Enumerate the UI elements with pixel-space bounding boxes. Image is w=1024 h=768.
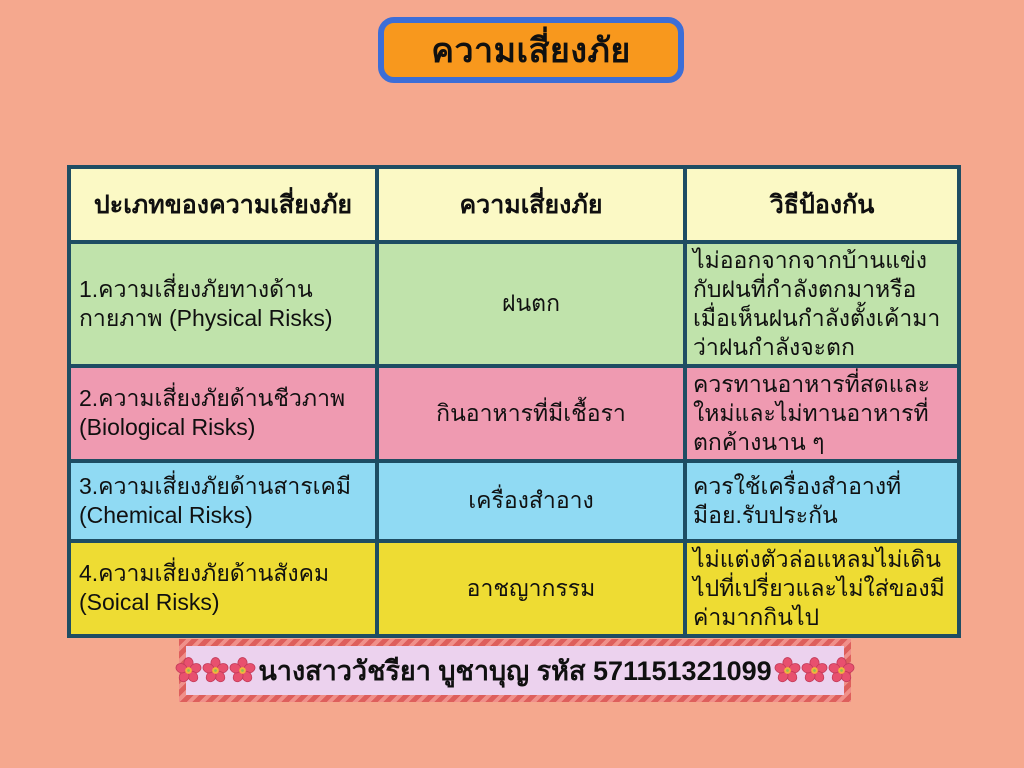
cell-risk-type: 1.ความเสี่ยงภัยทางด้านกายภาพ (Physical Risks) bbox=[69, 242, 377, 366]
risk-table bbox=[67, 165, 961, 638]
hibiscus-flowers-left bbox=[175, 657, 256, 684]
cell-prevention: ควรใช้เครื่องสำอางที่มีอย.รับ​ประกัน bbox=[685, 461, 959, 541]
hibiscus-flower-icon bbox=[229, 657, 256, 684]
header-cell-prevention: วิธีป้องกัน bbox=[685, 167, 959, 242]
cell-risk-type: 3.ความเสี่ยงภัยด้านสารเคมี (Chemical Risks) bbox=[69, 461, 377, 541]
header-cell-risk: ความเสี่ยงภัย bbox=[377, 167, 685, 242]
cell-risk-type: 2.ความเสี่ยงภัยด้านชีวภาพ (Biological Risks) bbox=[69, 366, 377, 461]
hibiscus-flower-icon bbox=[175, 657, 202, 684]
cell-risk: เครื่องสำอาง bbox=[377, 461, 685, 541]
author-text: นางสาววัชรียา บูชาบุญ รหัส 571151321099 bbox=[258, 656, 772, 686]
hibiscus-flower-icon bbox=[202, 657, 229, 684]
table-row-biological bbox=[69, 366, 959, 461]
hibiscus-flower-icon bbox=[801, 657, 828, 684]
table-row-chemical bbox=[69, 461, 959, 541]
title-banner bbox=[378, 17, 684, 83]
cell-prevention: ไม่ออกจากจากบ้านแข่งกับฝนที่​กำลังตกมาหรือเมื่อเห็นฝนกำลัง​ตั้งเค้ามาว่าฝนกำลังจะตก bbox=[685, 242, 959, 366]
table-row-social bbox=[69, 541, 959, 636]
page-title: ความเสี่ยงภัย bbox=[431, 32, 631, 70]
cell-risk: กินอาหารที่มีเชื้อรา bbox=[377, 366, 685, 461]
header-cell-risk-type: ปะเภทของความเสี่ยงภัย bbox=[69, 167, 377, 242]
cell-risk: อาชญากรรม bbox=[377, 541, 685, 636]
cell-prevention: ควรทานอาหารที่สดและใหม่และ​ไม่ทานอาหารที่ตกค้างนาน ๆ bbox=[685, 366, 959, 461]
hibiscus-flower-icon bbox=[828, 657, 855, 684]
hibiscus-flowers-right bbox=[774, 657, 855, 684]
cell-risk: ฝนตก bbox=[377, 242, 685, 366]
table-row-physical bbox=[69, 242, 959, 366]
hibiscus-flower-icon bbox=[774, 657, 801, 684]
cell-prevention: ไม่แต่งตัวล่อแหลมไม่เดินไป​ที่เปรี่ยวและไม่ใส่ของมีค่ามากกิน​ไป bbox=[685, 541, 959, 636]
author-banner bbox=[179, 639, 851, 702]
table-header-row bbox=[69, 167, 959, 242]
cell-risk-type: 4.ความเสี่ยงภัยด้านสังคม (Soical Risks) bbox=[69, 541, 377, 636]
